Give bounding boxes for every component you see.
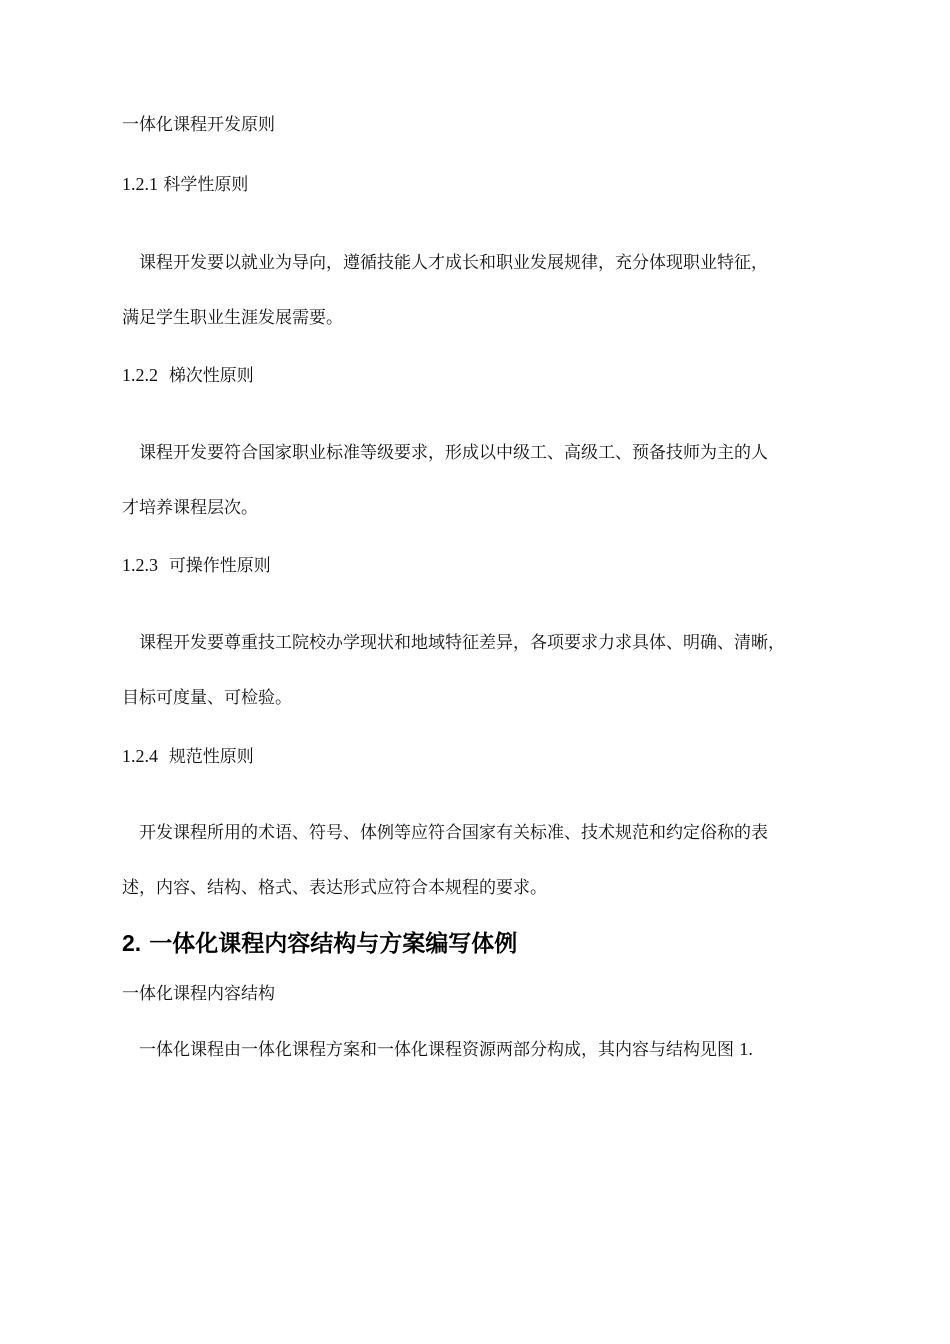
section-number: 2.	[122, 930, 142, 956]
paragraph-line: 课程开发要符合国家职业标准等级要求，形成以中级工、高级工、预备技师为主的人	[139, 443, 768, 463]
paragraph-line	[139, 1038, 753, 1061]
subsection-title: 科学性原则	[163, 175, 249, 195]
section-heading-1-2	[122, 114, 275, 136]
subsection-heading: 一体化课程内容结构	[122, 984, 275, 1004]
subsection-number: 1.2.4	[122, 746, 158, 766]
paragraph-line: 课程开发要以就业为导向，遵循技能人才成长和职业发展规律，充分体现职业特征，	[139, 253, 768, 273]
subsection-title: 可操作性原则	[168, 556, 271, 576]
subsection-number: 1.2.2	[122, 365, 158, 385]
subsection-title: 梯次性原则	[168, 366, 254, 386]
subsection-heading-1-2-4	[122, 745, 254, 768]
subsection-title: 规范性原则	[168, 747, 254, 767]
paragraph-line: 满足学生职业生涯发展需要。	[122, 308, 343, 328]
paragraph-text: 一体化课程由一体化课程方案和一体化课程资源两部分构成，其内容与结构见图	[139, 1040, 734, 1060]
paragraph-line: 目标可度量、可检验。	[122, 688, 292, 708]
paragraph-line: 才培养课程层次。	[122, 498, 258, 518]
figure-reference: 1.	[739, 1039, 753, 1059]
subsection-heading-1-2-1	[122, 173, 248, 196]
paragraph-line: 课程开发要尊重技工院校办学现状和地域特征差异，各项要求力求具体、明确、清晰，	[139, 633, 785, 653]
subsection-heading-1-2-3	[122, 554, 271, 577]
section-title: 一体化课程开发原则	[122, 115, 275, 135]
paragraph-line: 述，内容、结构、格式、表达形式应符合本规程的要求。	[122, 878, 547, 898]
paragraph-line: 开发课程所用的术语、符号、体例等应符合国家有关标准、技术规范和约定俗称的表	[139, 823, 768, 843]
section-title: 一体化课程内容结构与方案编写体例	[149, 931, 518, 957]
subsection-number: 1.2.3	[122, 555, 158, 575]
subsection-heading-1-2-2	[122, 364, 254, 387]
section-heading-2	[122, 928, 517, 959]
subsection-number: 1.2.1	[122, 174, 158, 194]
